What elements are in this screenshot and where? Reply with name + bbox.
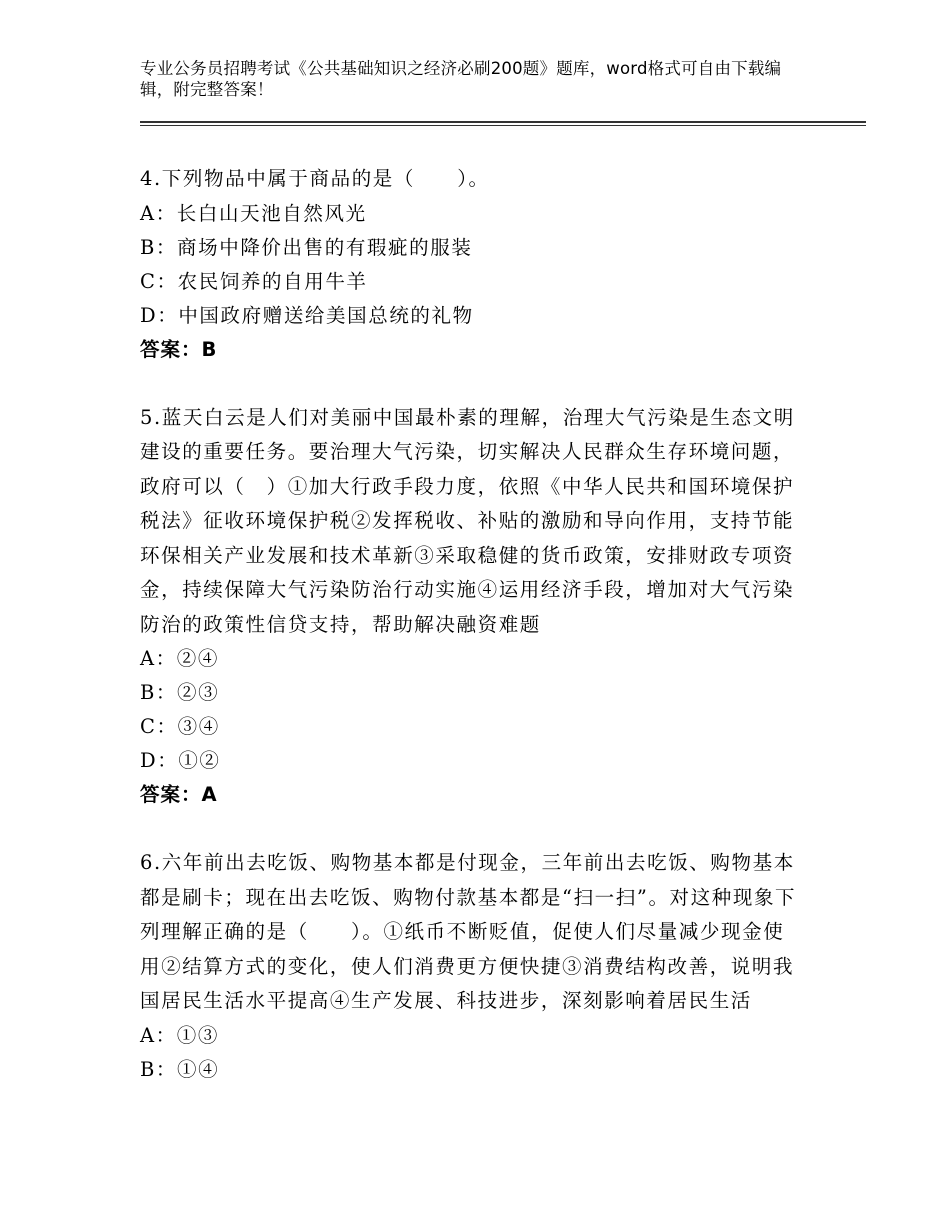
answer-label: 答案：B	[140, 337, 218, 361]
option-a: A：①③	[140, 1023, 219, 1047]
option-d: D：①②	[140, 749, 221, 772]
question-4	[140, 162, 800, 367]
option-a: A：长白山天池自然风光	[140, 201, 367, 225]
question-stem: 4.下列物品中属于商品的是（ ）。	[140, 167, 490, 190]
question-list	[140, 162, 800, 1121]
option-c: C：农民饲养的自用牛羊	[140, 269, 368, 293]
question-5	[140, 401, 800, 813]
option-b: B：②③	[140, 681, 220, 704]
header-divider-thin	[140, 125, 866, 126]
answer-label: 答案：A	[140, 783, 218, 806]
question-stem: 5.蓝天白云是人们对美丽中国最朴素的理解，治理大气污染是生态文明建设的重要任务。要治理大气污染，切实解决人民群众生存环境问题，政府可以（ ）①加大行政手段力度，依照《中华人民共和国环境保护税法》征收环境保护税②发挥税收、补贴的激励和导向作用，支持节能环保相关产业发展和技术革新③采取稳健的货币政策，安排财政专项资金，持续保障大气污染防治行动实施④运用经济手段，增加对大气污染防治的政策性信贷支持，帮助解决融资难题	[140, 405, 795, 636]
question-6	[140, 846, 800, 1087]
header-divider-thick	[140, 121, 866, 123]
option-c: C：③④	[140, 715, 220, 738]
option-b: B：①④	[140, 1057, 220, 1081]
document-header: 专业公务员招聘考试《公共基础知识之经济必刷200题》题库，word格式可自由下载编辑，附完整答案！	[140, 59, 782, 99]
option-d: D：中国政府赠送给美国总统的礼物	[140, 303, 474, 327]
option-b: B：商场中降价出售的有瑕疵的服装	[140, 235, 473, 259]
option-a: A：②④	[140, 647, 219, 670]
question-stem: 6.六年前出去吃饭、购物基本都是付现金，三年前出去吃饭、购物基本都是刷卡；现在出去吃饭、购物付款基本都是“扫一扫”。对这种现象下列理解正确的是（ ）。①纸币不断贬值，促使人们尽量减少现金使用②结算方式的变化，使人们消费更方便快捷③消费结构改善，说明我国居民生活水平提高④生产发展、科技进步，深刻影响着居民生活	[140, 851, 797, 1012]
